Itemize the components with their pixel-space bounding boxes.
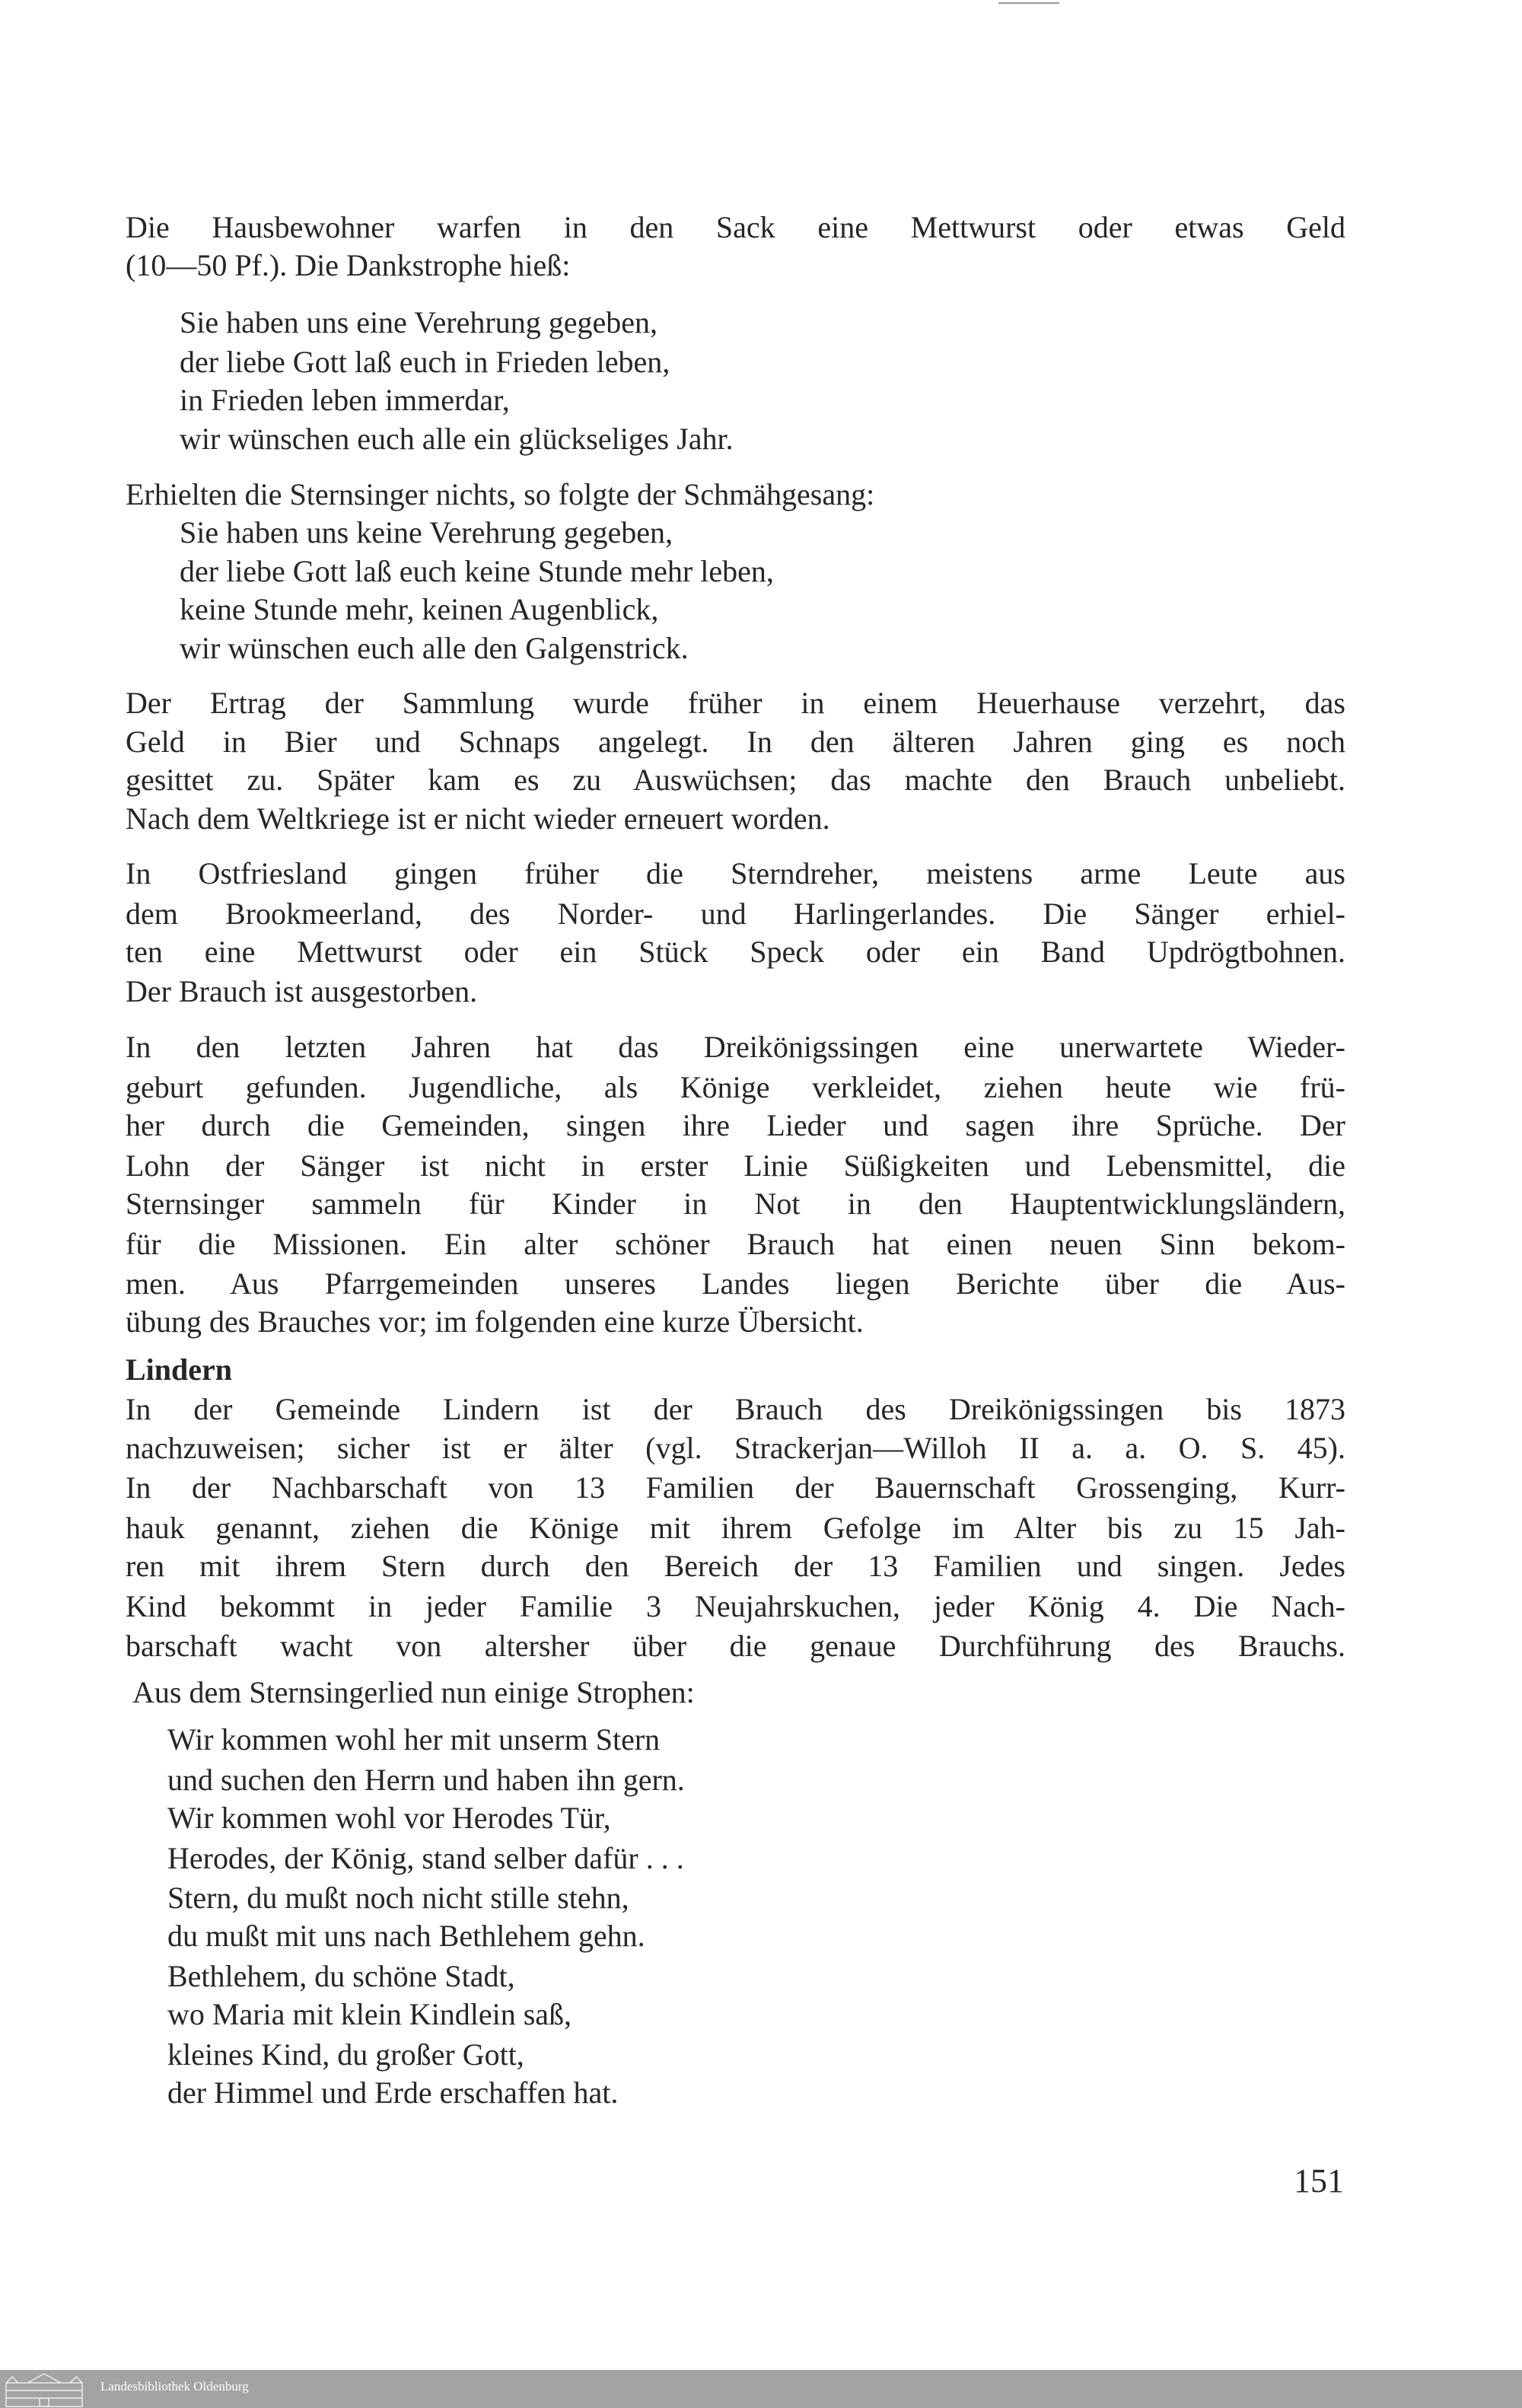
poem-line: wir wünschen euch alle ein glückseliges Jahr. [180, 422, 734, 456]
text-line: hauk genannt, ziehen die Könige mit ihrem Gefolge im Alter bis zu 15 Jah- [126, 1511, 1345, 1545]
text-line: In den letzten Jahren hat das Dreikönigssingen eine unerwartete Wieder- [126, 1030, 1345, 1064]
poem-line: Wir kommen wohl her mit unserm Stern [167, 1722, 661, 1757]
text-line: Nach dem Weltkriege ist er nicht wieder erneuert worden. [126, 801, 830, 836]
text-line: Geld in Bier und Schnaps angelegt. In den älteren Jahren ging es noch [126, 725, 1345, 759]
text-line: Der Brauch ist ausgestorben. [126, 974, 478, 1008]
section-heading: Lindern [126, 1352, 233, 1387]
library-building-logo-icon [5, 2372, 84, 2407]
poem-line: der Himmel und Erde erschaffen hat. [167, 2075, 619, 2110]
text-line: Kind bekommt in jeder Familie 3 Neujahrskuchen, jeder König 4. Die Nach- [126, 1589, 1345, 1623]
text-line: In Ostfriesland gingen früher die Sterndreher, meistens arme Leute aus [126, 856, 1345, 890]
text-line: nachzuweisen; sicher ist er älter (vgl. Strackerjan—Willoh II a. a. O. S. 45). [126, 1431, 1345, 1465]
poem-line: du mußt mit uns nach Bethlehem gehn. [167, 1919, 645, 1953]
page-number: 151 [1294, 2162, 1344, 2199]
text-line: In der Nachbarschaft von 13 Familien der Bauernschaft Grossenging, Kurr- [126, 1470, 1345, 1505]
top-rule [998, 2, 1059, 4]
poem-line: in Frieden leben immerdar, [180, 383, 510, 417]
text-line: Die Hausbewohner warfen in den Sack eine Mettwurst oder etwas Geld [126, 210, 1345, 244]
text-line: (10—50 Pf.). Die Dankstrophe hieß: [126, 248, 571, 282]
text-line: dem Brookmeerland, des Norder- und Harlingerlandes. Die Sänger erhiel- [126, 897, 1345, 931]
text-line: geburt gefunden. Jugendliche, als Könige verkleidet, ziehen heute wie frü- [126, 1070, 1345, 1104]
text-line: Aus dem Sternsingerlied nun einige Strophen: [132, 1675, 695, 1709]
text-line: Lohn der Sänger ist nicht in erster Linie Süßigkeiten und Lebensmittel, die [126, 1148, 1345, 1183]
poem-line: Herodes, der König, stand selber dafür . . . [167, 1841, 684, 1875]
text-line: her durch die Gemeinden, singen ihre Lieder und sagen ihre Sprüche. Der [126, 1108, 1345, 1142]
poem-line: kleines Kind, du großer Gott, [167, 2037, 524, 2072]
poem-line: der liebe Gott laß euch keine Stunde mehr leben, [180, 554, 774, 588]
poem-line: Bethlehem, du schöne Stadt, [167, 1959, 515, 1993]
poem-line: Stern, du mußt noch nicht stille stehn, [167, 1881, 629, 1915]
text-line: für die Missionen. Ein alter schöner Brauch hat einen neuen Sinn bekom- [126, 1227, 1345, 1261]
poem-line: Sie haben uns keine Verehrung gegeben, [180, 515, 673, 549]
text-line: men. Aus Pfarrgemeinden unseres Landes liegen Berichte über die Aus- [126, 1266, 1345, 1301]
text-line: gesittet zu. Später kam es zu Auswüchsen; das machte den Brauch unbeliebt. [126, 763, 1345, 797]
library-name: Landesbibliothek Oldenburg [100, 2379, 249, 2394]
text-line: Der Ertrag der Sammlung wurde früher in einem Heuerhause verzehrt, das [126, 686, 1345, 720]
poem-line: Wir kommen wohl vor Herodes Tür, [167, 1801, 611, 1835]
poem-line: und suchen den Herrn und haben ihn gern. [167, 1763, 685, 1797]
poem-line: der liebe Gott laß euch in Frieden leben, [180, 345, 670, 379]
text-line: ten eine Mettwurst oder ein Stück Speck oder ein Band Updrögtbohnen. [126, 935, 1345, 969]
poem-line: Sie haben uns eine Verehrung gegeben, [180, 305, 658, 339]
poem-line: keine Stunde mehr, keinen Augenblick, [180, 592, 659, 626]
text-line: barschaft wacht von altersher über die genaue Durchführung des Brauchs. [126, 1629, 1345, 1663]
text-line: Erhielten die Sternsinger nichts, so folgte der Schmähgesang: [126, 477, 875, 511]
text-line: Sternsinger sammeln für Kinder in Not in den Hauptentwicklungsländern, [126, 1186, 1345, 1221]
text-line: In der Gemeinde Lindern ist der Brauch des Dreikönigssingen bis 1873 [126, 1392, 1345, 1426]
text-line: übung des Brauches vor; im folgenden eine kurze Übersicht. [126, 1304, 864, 1339]
poem-line: wo Maria mit klein Kindlein saß, [167, 1997, 572, 2031]
poem-line: wir wünschen euch alle den Galgenstrick. [180, 631, 689, 665]
footer-bar [0, 2370, 1522, 2408]
text-line: ren mit ihrem Stern durch den Bereich der 13 Familien und singen. Jedes [126, 1549, 1345, 1583]
